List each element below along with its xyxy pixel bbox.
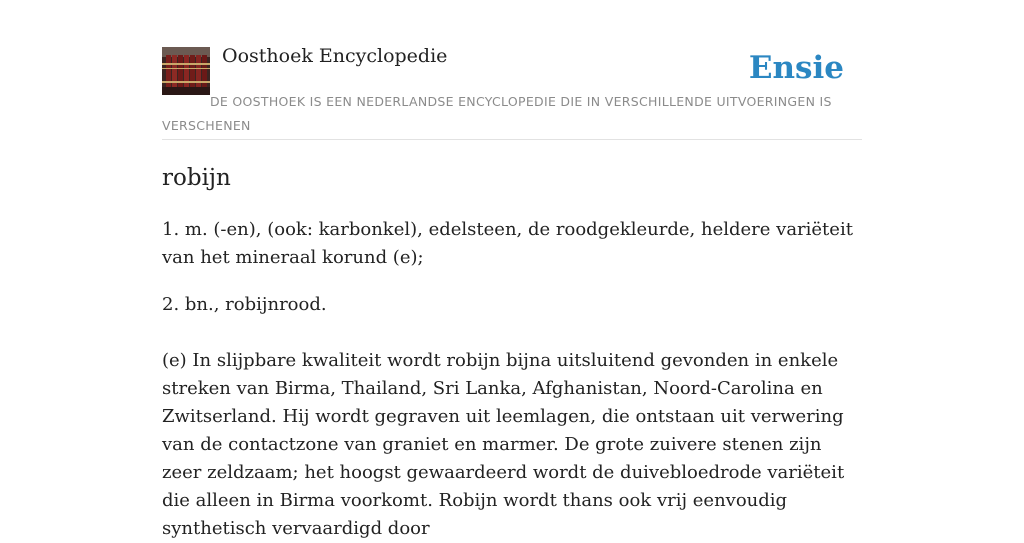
- logo-avatar[interactable]: [162, 47, 210, 95]
- definition-2: 2. bn., robijnrood.: [162, 294, 327, 315]
- entry-title: robijn: [162, 165, 231, 191]
- ensie-brand-link[interactable]: Ensie: [748, 50, 844, 86]
- site-tagline: DE OOSTHOEK IS EEN NEDERLANDSE ENCYCLOPEDIE DIE IN VERSCHILLENDE UITVOERINGEN IS VERSCHENEN: [162, 94, 832, 133]
- site-title-link[interactable]: Oosthoek Encyclopedie: [222, 45, 448, 67]
- entry-note: (e) In slijpbare kwaliteit wordt robijn bijna uitsluitend gevonden in enkele streken van Birma, Thailand, Sri Lanka, Afghanistan, Noord-Carolina en Zwitserland. Hij wordt gegraven uit leemlagen, die ontstaan uit verwering van de contactzone van graniet en marmer. De grote zuivere stenen zijn zeer zeldzaam; het hoogst gewaardeerd wordt de duivebloedrode variëteit die alleen in Birma voorkomt. Robijn wordt thans ook vrij eenvoudig synthetisch vervaardigd door: [162, 350, 845, 539]
- encyclopedia-books-icon: [162, 47, 210, 95]
- site-header: [162, 40, 862, 140]
- definition-1: 1. m. (-en), (ook: karbonkel), edelsteen, de roodgekleurde, heldere variëteit van het mineraal korund (e);: [162, 219, 853, 268]
- entry-content: [162, 160, 862, 543]
